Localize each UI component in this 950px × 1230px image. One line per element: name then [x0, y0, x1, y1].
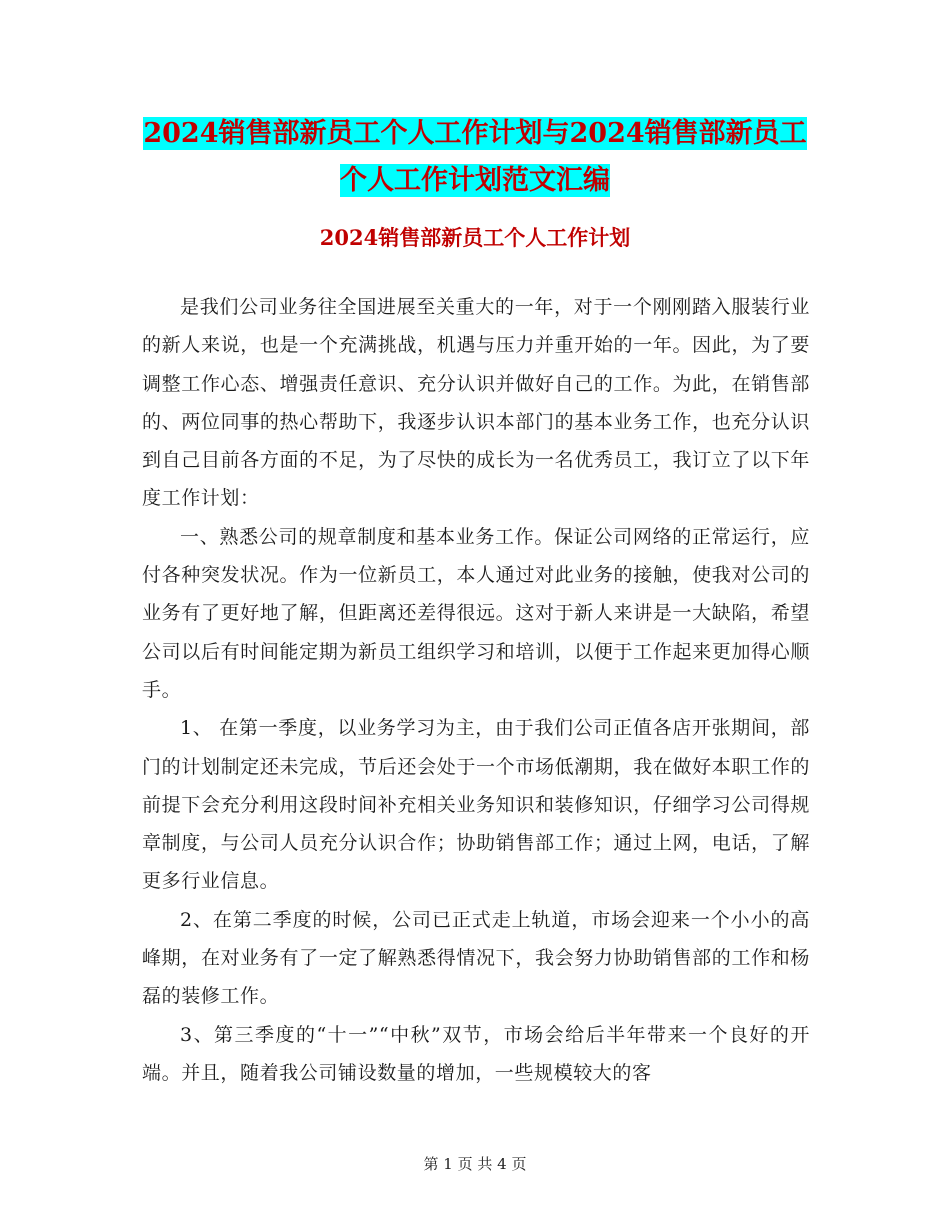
paragraph: 是我们公司业务往全国进展至关重大的一年，对于一个刚刚踏入服装行业的新人来说，也是一个充满挑战，机遇与压力并重开始的一年。因此，为了要调整工作心态、增强责任意识、充分认识并做好自己的工作。为此，在销售部的、两位同事的热心帮助下，我逐步认识本部门的基本业务工作，也充分认识到自己目前各方面的不足，为了尽快的成长为一名优秀员工，我订立了以下年度工作计划： [142, 296, 810, 510]
body-text [142, 288, 810, 1092]
paragraph: 一、熟悉公司的规章制度和基本业务工作。保证公司网络的正常运行，应付各种突发状况。作为一位新员工，本人通过对此业务的接触，使我对公司的业务有了更好地了解，但距离还差得很远。这对于新人来讲是一大缺陷，希望公司以后有时间能定期为新员工组织学习和培训，以便于工作起来更加得心顺手。 [142, 525, 810, 701]
paragraph: 1、 在第一季度，以业务学习为主，由于我们公司正值各店开张期间，部门的计划制定还未完成，节后还会处于一个市场低潮期，我在做好本职工作的前提下会充分利用这段时间补充相关业务知识和装修知识，仔细学习公司得规章制度，与公司人员充分认识合作；协助销售部工作；通过上网，电话，了解更多行业信息。 [142, 717, 810, 893]
title-line-2: 个人工作计划范文汇编 [340, 165, 610, 196]
title-line-1: 2024销售部新员工个人工作计划与2024销售部新员工 [143, 118, 807, 149]
paragraph: 2、在第二季度的时候，公司已正式走上轨道，市场会迎来一个小小的高峰期，在对业务有了一定了解熟悉得情况下，我会努力协助销售部的工作和杨磊的装修工作。 [142, 908, 810, 1008]
page-footer: 第 1 页 共 4 页 [423, 1155, 527, 1173]
paragraph: 3、第三季度的“十一”“中秋”双节，市场会给后半年带来一个良好的开端。并且，随着我公司铺设数量的增加，一些规模较大的客 [142, 1023, 810, 1084]
document-title [0, 110, 950, 204]
section-title: 2024销售部新员工个人工作计划 [319, 225, 631, 250]
